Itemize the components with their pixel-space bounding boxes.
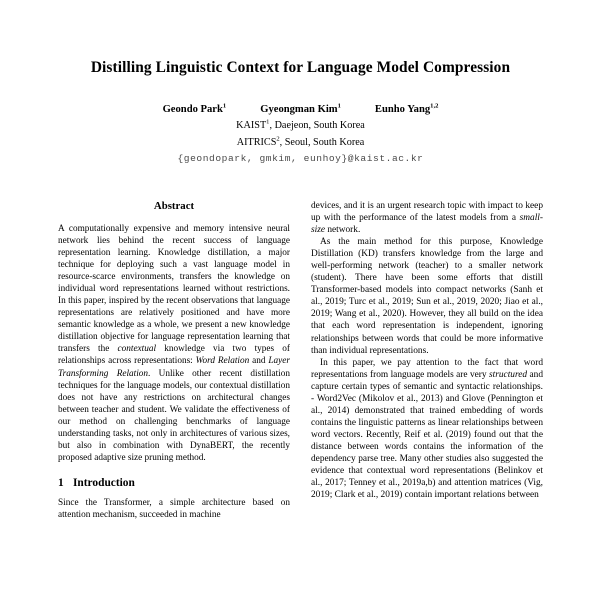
abstract-text-part: knowledge via two types of relationships across representations: [58,344,290,367]
section-number: 1 [58,476,64,489]
abstract-emphasis-word-relation: Word Relation [195,356,250,367]
author-affiliation-marker: 1 [222,102,227,110]
paragraph-text-part: In this paper, we pay attention to the fact that word representations from language models are very [311,357,543,380]
body-paragraph-structured-representations [311,357,543,502]
emphasis-small-size: small-size [311,213,543,236]
author-entry [375,103,439,117]
author-name: Eunho Yang [374,104,431,116]
author-list [58,103,543,117]
affiliation-line [58,119,543,133]
affiliation-location: , Seoul, South Korea [279,136,365,148]
abstract-emphasis-layer-transforming-relation: Layer Transforming Relation [58,356,290,379]
paragraph-text-part: and capture certain types of semantic and syntactic relationships. - Word2Vec (Mikolov et al., 2013) and Glove (Pennington et al., 2014) demonstrated that trained embedding of words contains the linguistic patterns as linear relationships between word vectors. Recently, Reif et al. (2019) found out that the distance between words contains the information of the dependency parse tree. Many other studies also suggested the evidence that contextual word representations (Belinkov et al., 2017; Tenney et al., 2019a,b) and attention matrices (Vig, 2019; Clark et al., 2019) contain important relations between [311,369,543,501]
paragraph-text-part: devices, and it is an urgent research topic with impact to keep up with the performance of the latest models from a [311,201,543,224]
author-name: Geondo Park [162,104,223,116]
abstract-text-part: A computationally expensive and memory intensive neural network lies behind the recent success of language representation learning. Knowledge distillation, a major technique for deploying such a vast language model in resource-scarce environments, transfers the knowledge on individual word representations learned without restrictions. In this paper, inspired by the recent observations that language representations are relatively positioned and have more semantic knowledge as a whole, we present a new knowledge distillation objective for language representation learning that transfers the [58,223,290,355]
affiliation-location: , Daejeon, South Korea [269,120,365,132]
title-block [58,58,543,164]
author-entry [260,103,341,117]
section-title: Introduction [73,476,135,489]
abstract-heading: Abstract [153,200,195,212]
left-column [58,200,290,600]
abstract-text-part: . Unlike other recent distillation techniques for the language models, our contextual distillation does not have any restrictions on architectural changes between teacher and student. We validate the effectiveness of our method on challenging benchmarks of language understanding tasks, not only in architectures of various sizes, but also in combination with DynaBERT, the recently proposed adaptive size pruning method. [58,368,290,463]
author-affiliation-marker: 1,2 [430,102,439,110]
page-title: Distilling Linguistic Context for Language Model Compression [90,59,511,76]
two-column-body [58,200,543,600]
author-entry [163,103,227,117]
author-name: Gyeongman Kim [260,104,338,116]
abstract-emphasis-contextual: contextual [117,344,157,355]
emphasis-structured: structured [489,369,528,380]
author-affiliation-marker: 1 [337,102,341,110]
abstract-text-part: and [249,356,269,367]
affiliation-marker: 1 [266,118,270,126]
section-heading-introduction [58,477,290,491]
affiliation-org: KAIST [236,120,267,132]
body-paragraph-knowledge-distillation: As the main method for this purpose, Knowledge Distillation (KD) transfers knowledge from the large and well-performing network (teacher) to a smaller network (student). There have been some efforts that distill Transformer-based models into compact networks (Sanh et al., 2019; Turc et al., 2019; Sun et al., 2019, 2020; Jiao et al., 2019; Wang et al., 2020). However, they all build on the idea that each word representation is independent, ignoring relationships between words that could be more informative than individual representations. [311,237,543,356]
affiliation-line [58,136,543,150]
introduction-paragraph: Since the Transformer, a simple architecture based on attention mechanism, succeeded in machine [58,497,290,520]
paragraph-text-part: network. [325,225,361,236]
affiliation-org: AITRICS [236,136,277,148]
affiliation-marker: 2 [276,135,280,143]
author-email: {geondopark, gmkim, eunhoy}@kaist.ac.kr [177,152,424,164]
body-paragraph-continued [311,200,543,236]
right-column [311,200,543,600]
abstract-paragraph [58,223,290,464]
